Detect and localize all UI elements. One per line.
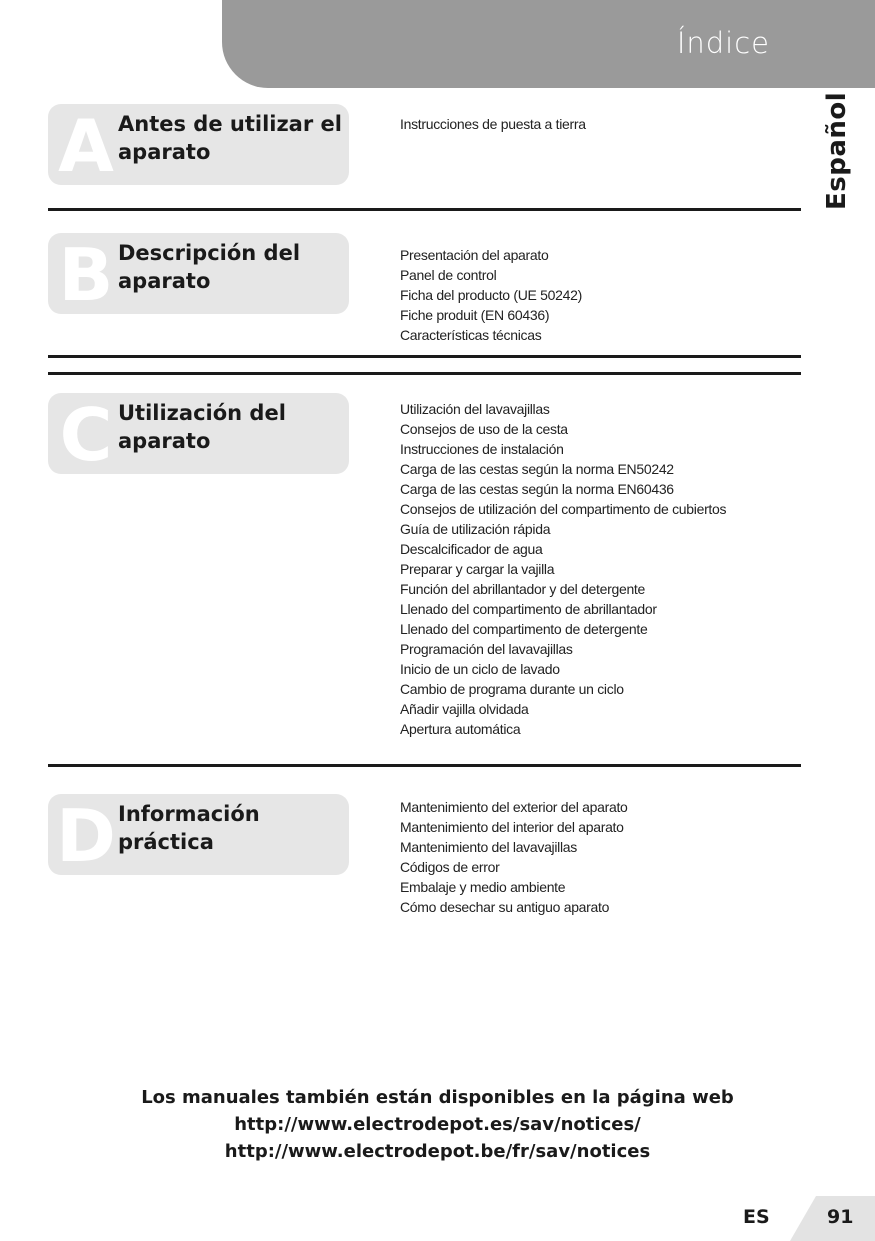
- list-item: Función del abrillantador y del detergente: [400, 581, 646, 597]
- list-item: Fiche produit (EN 60436): [400, 307, 550, 323]
- footer-note-text: Los manuales también están disponibles en la página web: [141, 1087, 734, 1108]
- section-divider: [48, 372, 801, 375]
- list-item: Apertura automática: [400, 721, 521, 737]
- section-divider: [48, 764, 801, 767]
- section-d-title: Información práctica: [118, 802, 260, 854]
- section-divider: [48, 208, 801, 211]
- list-item: Panel de control: [400, 267, 497, 283]
- section-b-title: Descripción del aparato: [118, 241, 301, 293]
- section-a-items: [400, 114, 586, 134]
- list-item: Características técnicas: [400, 327, 542, 343]
- section-d-box: [48, 794, 349, 875]
- list-item: Embalaje y medio ambiente: [400, 879, 566, 895]
- list-item: Utilización del lavavajillas: [400, 401, 550, 417]
- list-item: Cambio de programa durante un ciclo: [400, 681, 624, 697]
- list-item: Descalcificador de agua: [400, 541, 543, 557]
- list-item: Carga de las cestas según la norma EN60436: [400, 481, 674, 497]
- section-divider: [48, 355, 801, 358]
- list-item: Cómo desechar su antiguo aparato: [400, 899, 610, 915]
- list-item: Instrucciones de puesta a tierra: [400, 116, 586, 132]
- section-a-letter: A: [58, 104, 114, 185]
- page-title: Índice: [676, 26, 770, 60]
- list-item: Carga de las cestas según la norma EN50242: [400, 461, 674, 477]
- page-number: 91: [827, 1206, 854, 1228]
- list-item: Preparar y cargar la vajilla: [400, 561, 555, 577]
- section-c-items: [400, 399, 726, 739]
- section-c-title: Utilización del aparato: [118, 401, 286, 453]
- header-bar: [222, 0, 875, 88]
- section-b-letter: B: [58, 233, 114, 314]
- list-item: Mantenimiento del interior del aparato: [400, 819, 624, 835]
- footer-link-es[interactable]: http://www.electrodepot.es/sav/notices/: [234, 1114, 641, 1135]
- list-item: Añadir vajilla olvidada: [400, 701, 529, 717]
- section-b-items: [400, 245, 582, 345]
- list-item: Consejos de uso de la cesta: [400, 421, 568, 437]
- list-item: Mantenimiento del lavavajillas: [400, 839, 577, 855]
- list-item: Mantenimiento del exterior del aparato: [400, 799, 628, 815]
- list-item: Llenado del compartimento de detergente: [400, 621, 648, 637]
- list-item: Llenado del compartimento de abrillantador: [400, 601, 657, 617]
- footer-note: [0, 1084, 875, 1165]
- list-item: Guía de utilización rápida: [400, 521, 551, 537]
- section-c-letter: C: [59, 393, 113, 474]
- section-a-box: [48, 104, 349, 185]
- list-item: Programación del lavavajillas: [400, 641, 573, 657]
- list-item: Ficha del producto (UE 50242): [400, 287, 582, 303]
- list-item: Consejos de utilización del compartimento de cubiertos: [400, 501, 727, 517]
- list-item: Inicio de un ciclo de lavado: [400, 661, 560, 677]
- list-item: Códigos de error: [400, 859, 500, 875]
- section-a-title: Antes de utilizar el aparato: [118, 112, 342, 164]
- section-b-box: [48, 233, 349, 314]
- footer-link-be[interactable]: http://www.electrodepot.be/fr/sav/notices: [224, 1141, 651, 1162]
- page-language-code: ES: [743, 1206, 770, 1228]
- list-item: Instrucciones de instalación: [400, 441, 564, 457]
- section-d-items: [400, 797, 628, 917]
- section-d-letter: D: [56, 794, 116, 875]
- section-c-box: [48, 393, 349, 474]
- list-item: Presentación del aparato: [400, 247, 549, 263]
- language-label: Español: [822, 91, 852, 210]
